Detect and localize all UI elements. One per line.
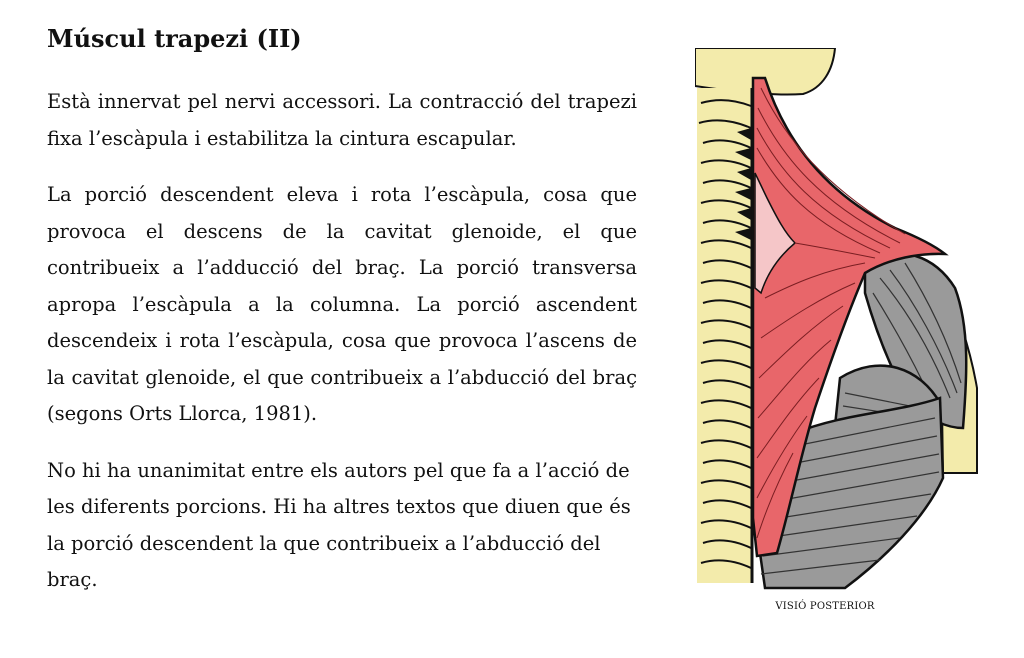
trapezius-illustration <box>695 48 980 598</box>
body-text <box>47 84 637 619</box>
paragraph-portions-action: La porció descendent eleva i rota l’escàpula, cosa que provoca el descens de la cavitat glenoide, el que contribueix a l’adducció del braç. La porció transversa apropa l’escàpula a la columna. La porció ascendent descendeix i rota l’escàpula, cosa que provoca l’ascens de la cavitat glenoide, el que contribueix a l’abducció del braç (segons Orts Llorca, 1981). <box>47 183 637 425</box>
paragraph-authors-disagreement: No hi ha unanimitat entre els autors pel que fa a l’acció de les diferents porcions. Hi ha altres textos que diuen que és la porció descendent la que contribueix a l’abducció del braç. <box>47 458 631 591</box>
paragraph-innervation: Està innervat pel nervi accessori. La contracció del trapezi fixa l’escàpula i estabilitza la cintura escapular. <box>47 90 637 150</box>
trapezius-posterior-view <box>695 48 980 598</box>
figure-caption: VISIÓ POSTERIOR <box>775 601 875 612</box>
page-title: Múscul trapezi (II) <box>47 24 302 53</box>
